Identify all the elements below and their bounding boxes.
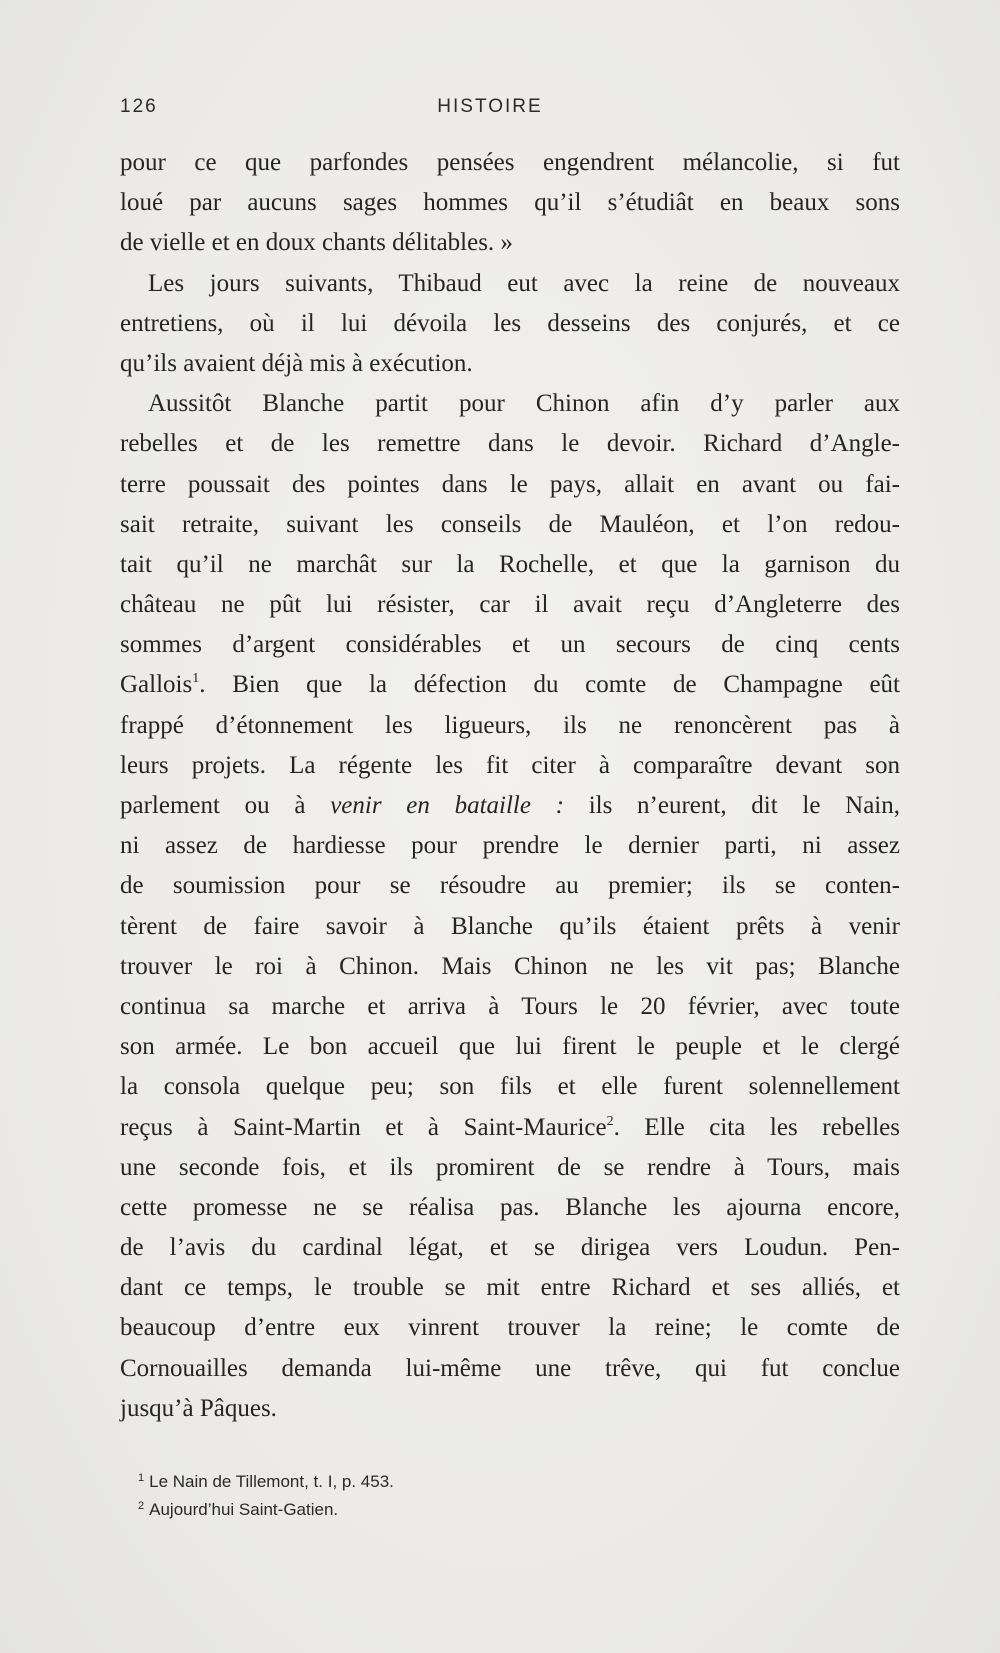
footnote [138,1496,838,1524]
text-line: beaucoup d’entre eux vinrent trouver la reine; le comte de [120,1314,900,1342]
text-line: pour ce que parfondes pensées engendrent mélancolie, si fut [120,149,900,176]
body-text [120,143,900,1429]
footnotes [138,1468,838,1524]
text-line: de l’avis du cardinal légat, et se dirigea vers Loudun. Pen- [120,1234,900,1262]
text-line: une seconde fois, et ils promirent de se rendre à Tours, mais [120,1153,900,1181]
text-line: Les jours suivants, Thibaud eut avec la reine de nouveaux [148,269,900,297]
running-head [120,96,900,126]
page-number: 126 [120,96,158,117]
footnote-text: Le Nain de Tillemont, t. I, p. 453. [149,1472,394,1491]
italic-phrase: venir en bataille : [330,792,564,819]
text-line: loué par aucuns sages hommes qu’il s’étudiât en beaux sons [120,189,900,217]
footnote-text: Aujourd’hui Saint-Gatien. [149,1500,339,1519]
text-line: cette promesse ne se réalisa pas. Blanche les ajourna encore, [120,1193,900,1221]
text-line: dant ce temps, le trouble se mit entre Richard et ses alliés, et [120,1274,900,1302]
text-line: sommes d’argent considérables et un secours de cinq cents [120,631,900,659]
text-line: château ne pût lui résister, car il avait reçu d’Angleterre des [120,591,900,619]
text-line: trouver le roi à Chinon. Mais Chinon ne les vit pas; Blanche [120,952,900,980]
text-line: de soumission pour se résoudre au premier; ils se conten- [120,872,900,900]
text-line: Cornouailles demanda lui-même une trêve, qui fut conclue [120,1354,900,1382]
footnote-marker: 1 [138,1472,145,1484]
text-line: jusqu’à Pâques. [120,1394,277,1422]
text-line: sait retraite, suivant les conseils de Mauléon, et l’on redou- [120,510,900,538]
text-line: terre poussait des pointes dans le pays, allait en avant ou fai- [120,470,900,498]
footnote [138,1468,838,1496]
footnote-reference: 1 [192,671,200,687]
footnote-reference: 2 [606,1113,614,1129]
text-line: Gallois$^1$. Bien que la défection du comte de Champagne eût [120,671,900,699]
text-line: de vielle et en doux chants délitables. » [120,229,513,257]
text-line: la consola quelque peu; son fils et elle furent solennellement [120,1073,900,1101]
running-title: HISTOIRE [437,96,543,117]
text-line: leurs projets. La régente les fit citer à comparaître devant son [120,751,900,779]
text-line: entretiens, où il lui dévoila les desseins des conjurés, et ce [120,309,900,337]
text-line: continua sa marche et arriva à Tours le 20 février, avec toute [120,992,900,1020]
text-line: qu’ils avaient déjà mis à exécution. [120,349,473,377]
text-line: tèrent de faire savoir à Blanche qu’ils étaient prêts à venir [120,912,900,940]
text-line: frappé d’étonnement les ligueurs, ils ne renoncèrent pas à [120,711,900,739]
text-line: Aussitôt Blanche partit pour Chinon afin d’y parler aux [148,390,900,418]
text-line: reçus à Saint-Martin et à Saint-Maurice$^2$. Elle cita les rebelles [120,1113,900,1141]
text-line: rebelles et de les remettre dans le devoir. Richard d’Angle- [120,430,900,458]
text-line: son armée. Le bon accueil que lui firent le peuple et le clergé [120,1033,900,1061]
footnote-marker: 2 [138,1500,145,1512]
text-line: ni assez de hardiesse pour prendre le dernier parti, ni assez [120,832,900,860]
text-line: tait qu’il ne marchât sur la Rochelle, et que la garnison du [120,550,900,578]
text-line: parlement ou à venir en bataille : ils n’eurent, dit le Nain, [120,792,900,819]
